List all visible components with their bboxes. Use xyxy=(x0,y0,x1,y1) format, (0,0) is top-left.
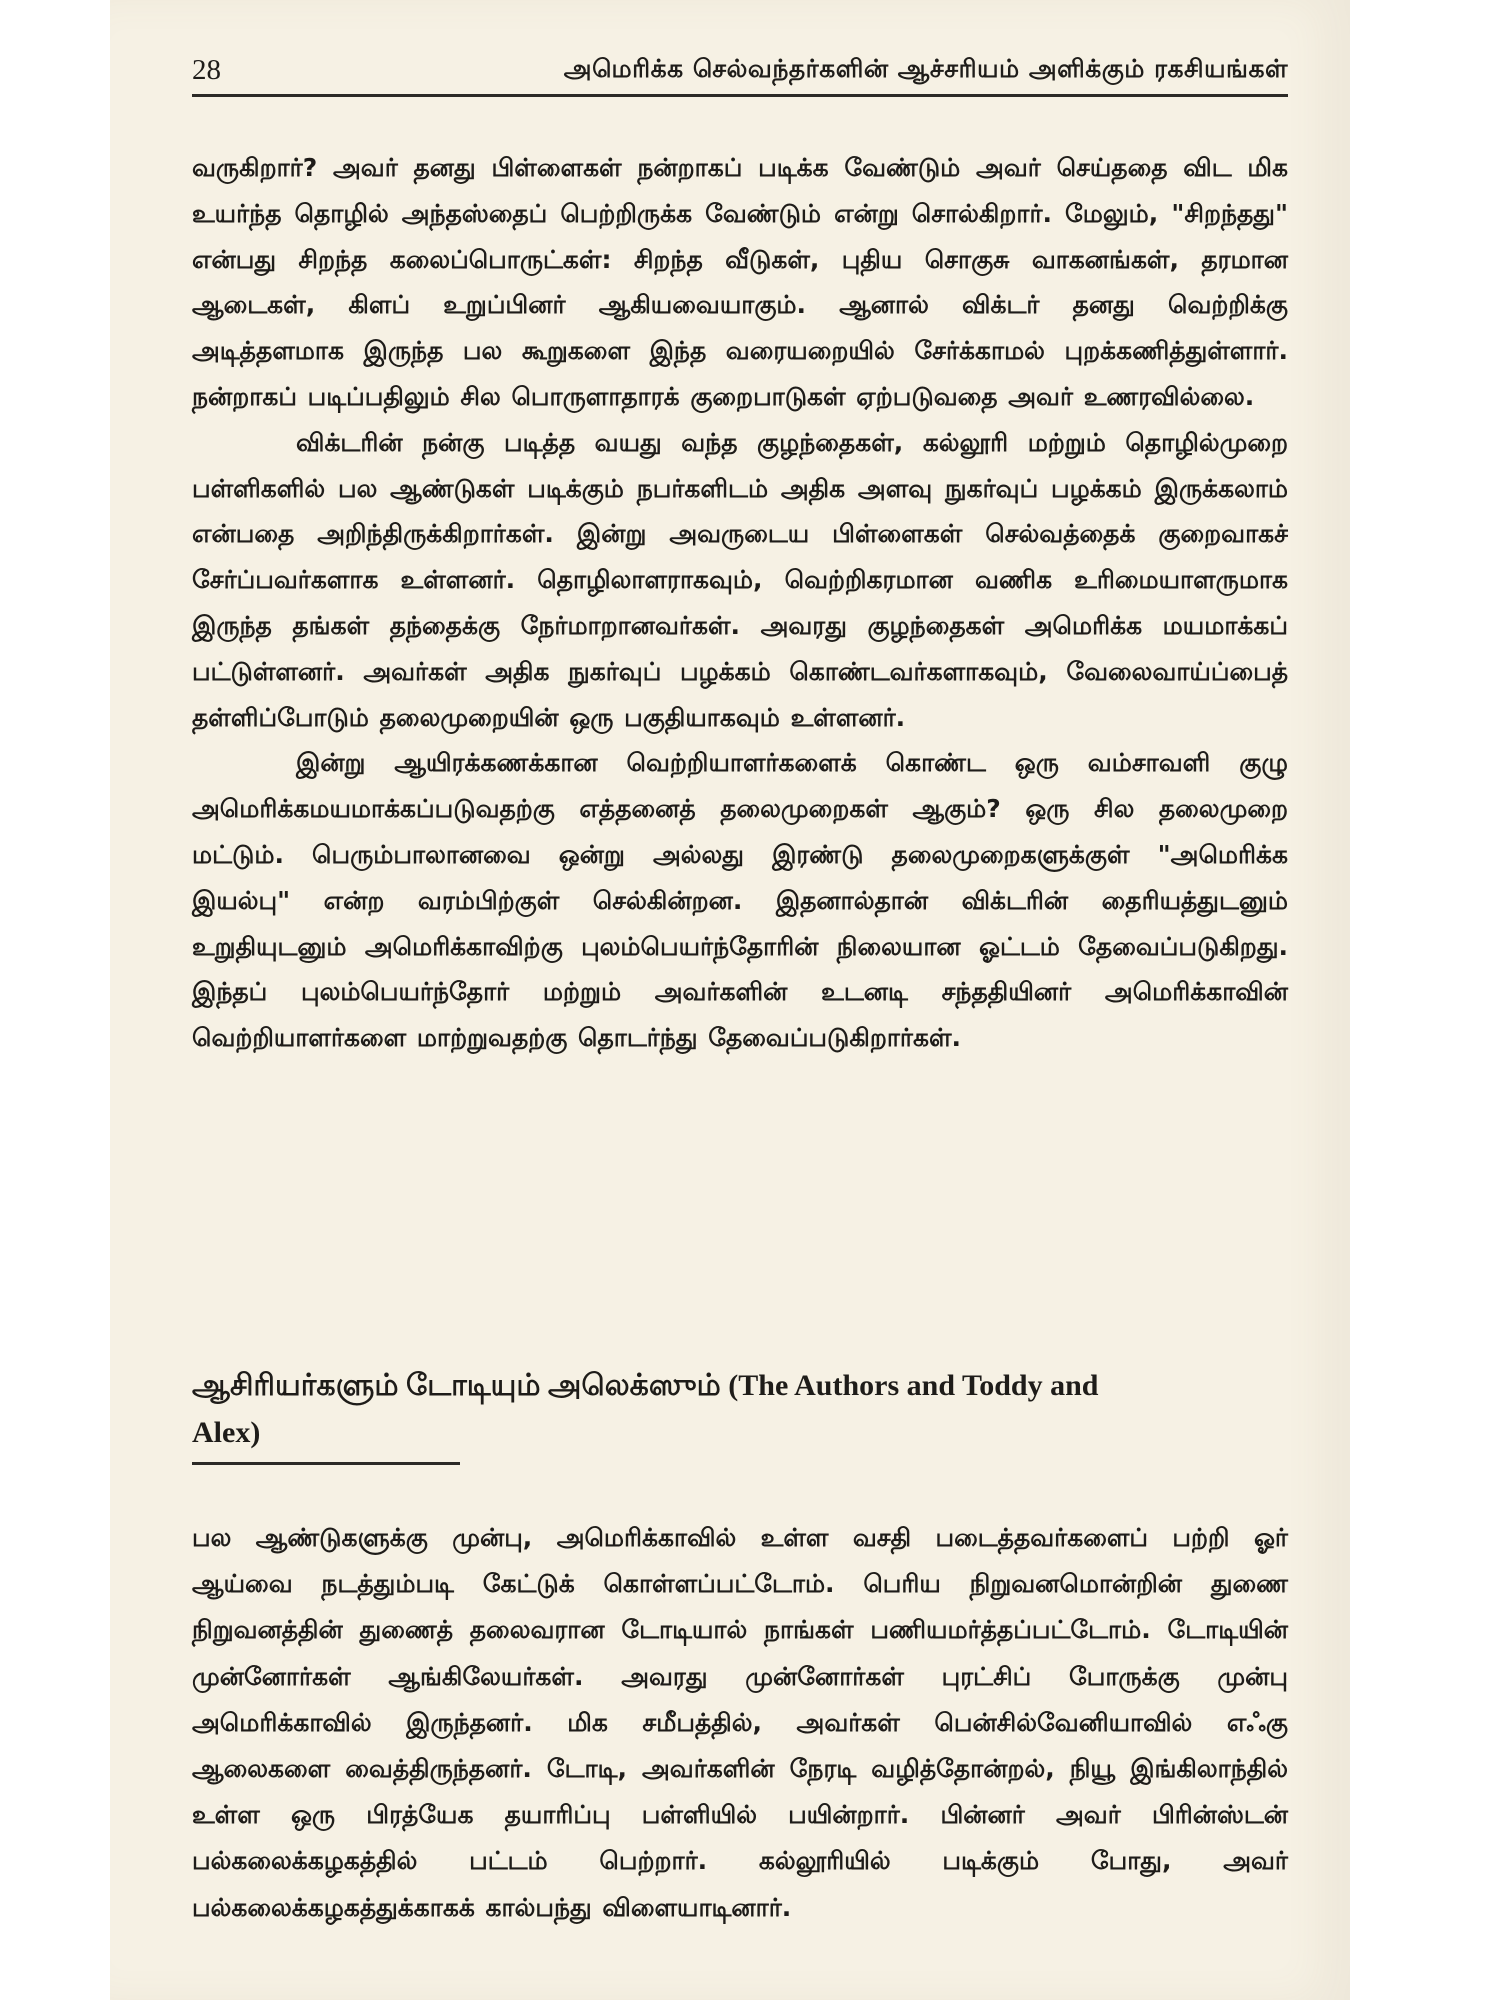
paragraph: விக்டரின் நன்கு படித்த வயது வந்த குழந்தைகள், கல்லூரி மற்றும் தொழில்முறை பள்ளிகளில் பல ஆண்டுகள் படிக்கும் நபர்களிடம் அதிக அளவு நுகர்வுப் பழக்கம் இருக்கலாம் என்பதை அறிந்திருக்கிறார்கள். இன்று அவருடைய பிள்ளைகள் செல்வத்தைக் குறைவாகச் சேர்ப்பவர்களாக உள்ளனர். தொழிலாளராகவும், வெற்றிகரமான வணிக உரிமையாளருமாக இருந்த தங்கள் தந்தைக்கு நேர்மாறானவர்கள். அவரது குழந்தைகள் அமெரிக்க மயமாக்கப் பட்டுள்ளனர். அவர்கள் அதிக நுகர்வுப் பழக்கம் கொண்டவர்களாகவும், வேலைவாய்ப்பைத் தள்ளிப்போடும் தலைமுறையின் ஒரு பகுதியாகவும் உள்ளனர். xyxy=(192,427,1288,732)
page-header xyxy=(192,52,1288,88)
body-text xyxy=(192,145,1288,1061)
header-divider xyxy=(192,94,1288,97)
section-heading-underline xyxy=(192,1462,460,1465)
paragraph: இன்று ஆயிரக்கணக்கான வெற்றியாளர்களைக் கொண்ட ஒரு வம்சாவளி குழு அமெரிக்கமயமாக்கப்படுவதற்கு எத்தனைத் தலைமுறைகள் ஆகும்? ஒரு சில தலைமுறை மட்டும். பெரும்பாலானவை ஒன்று அல்லது இரண்டு தலைமுறைகளுக்குள் "அமெரிக்க இயல்பு" என்ற வரம்பிற்குள் செல்கின்றன. இதனால்தான் விக்டரின் தைரியத்துடனும் உறுதியுடனும் அமெரிக்காவிற்கு புலம்பெயர்ந்தோரின் நிலையான ஓட்டம் தேவைப்படுகிறது. இந்தப் புலம்பெயர்ந்தோர் மற்றும் அவர்களின் உடனடி சந்ததியினர் அமெரிக்காவின் வெற்றியாளர்களை மாற்றுவதற்கு தொடர்ந்து தேவைப்படுகிறார்கள். xyxy=(192,748,1288,1053)
running-title: அமெரிக்க செல்வந்தர்களின் ஆச்சரியம் அளிக்கும் ரகசியங்கள் xyxy=(563,53,1288,83)
book-page xyxy=(110,0,1350,2000)
paragraph: பல ஆண்டுகளுக்கு முன்பு, அமெரிக்காவில் உள்ள வசதி படைத்தவர்களைப் பற்றி ஓர் ஆய்வை நடத்தும்படி கேட்டுக் கொள்ளப்பட்டோம். பெரிய நிறுவனமொன்றின் துணை நிறுவனத்தின் துணைத் தலைவரான டோடியால் நாங்கள் பணியமர்த்தப்பட்டோம். டோடியின் முன்னோர்கள் ஆங்கிலேயர்கள். அவரது முன்னோர்கள் புரட்சிப் போருக்கு முன்பு அமெரிக்காவில் இருந்தனர். மிக சமீபத்தில், அவர்கள் பென்சில்வேனியாவில் எஃகு ஆலைகளை வைத்திருந்தனர். டோடி, அவர்களின் நேரடி வழித்தோன்றல், நியூ இங்கிலாந்தில் உள்ள ஒரு பிரத்யேக தயாரிப்பு பள்ளியில் பயின்றார். பின்னர் அவர் பிரின்ஸ்டன் பல்கலைக்கழகத்தில் பட்டம் பெற்றார். கல்லூரியில் படிக்கும் போது, அவர் பல்கலைக்கழகத்துக்காகக் கால்பந்து விளையாடினார். xyxy=(192,1523,1288,1922)
section-body-text xyxy=(192,1515,1288,1931)
page-number: 28 xyxy=(192,53,221,86)
section-heading: ஆசிரியர்களும் டோடியும் அலெக்ஸும் (The Authors and Toddy and Alex) xyxy=(192,1369,1099,1449)
paragraph: வருகிறார்? அவர் தனது பிள்ளைகள் நன்றாகப் படிக்க வேண்டும் அவர் செய்ததை விட மிக உயர்ந்த தொழில் அந்தஸ்தைப் பெற்றிருக்க வேண்டும் என்று சொல்கிறார். மேலும், "சிறந்தது" என்பது சிறந்த கலைப்பொருட்கள்: சிறந்த வீடுகள், புதிய சொகுசு வாகனங்கள், தரமான ஆடைகள், கிளப் உறுப்பினர் ஆகியவையாகும். ஆனால் விக்டர் தனது வெற்றிக்கு அடித்தளமாக இருந்த பல கூறுகளை இந்த வரையறையில் சேர்க்காமல் புறக்கணித்துள்ளார். நன்றாகப் படிப்பதிலும் சில பொருளாதாரக் குறைபாடுகள் ஏற்படுவதை அவர் உணரவில்லை. xyxy=(192,153,1288,411)
